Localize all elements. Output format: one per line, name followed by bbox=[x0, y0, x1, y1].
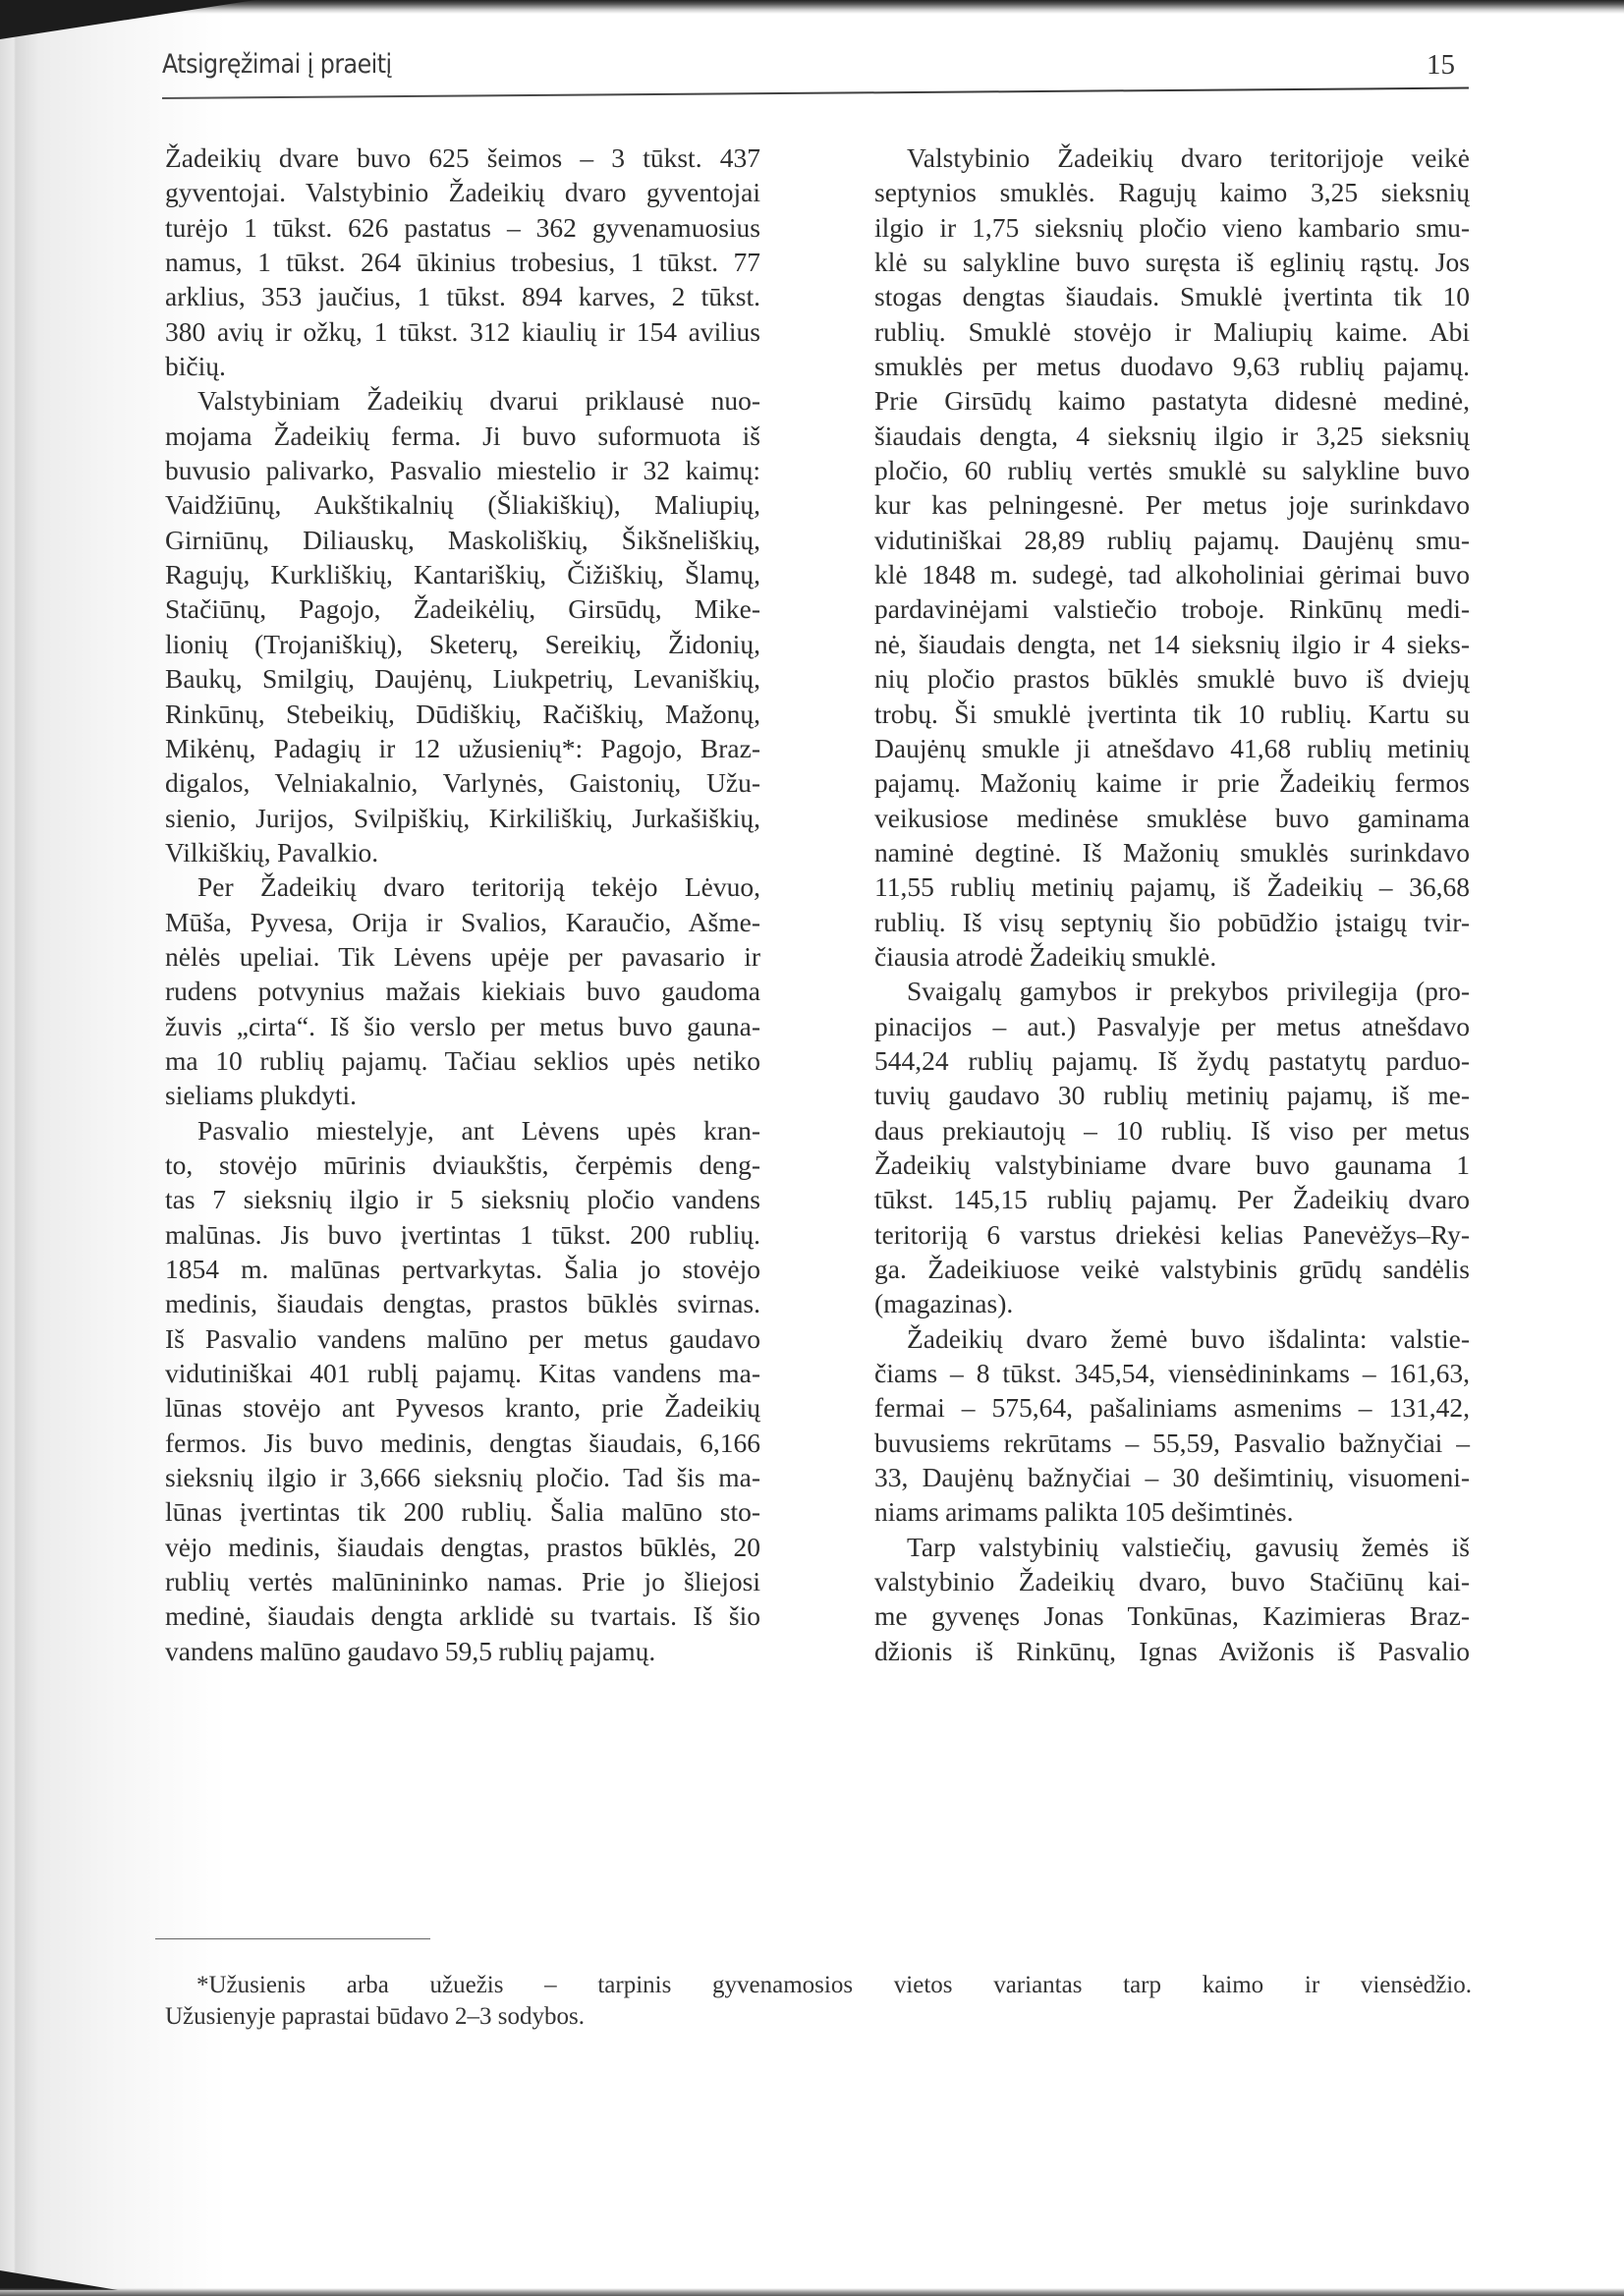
text-line: rublių. Iš visų septynių šio pobūdžio įstaigų tvir- bbox=[874, 906, 1470, 937]
text-line: Pasvalio miestelyje, ant Lėvens upės kran- bbox=[197, 1114, 760, 1146]
text-line: fermos. Jis buvo medinis, dengtas šiaudais, 6,166 bbox=[165, 1427, 760, 1458]
scan-corner-bottom bbox=[0, 2270, 118, 2290]
text-line: buvusiems rekrūtams – 55,59, Pasvalio bažnyčiai – bbox=[874, 1427, 1470, 1458]
text-line: vidutiniškai 28,89 rublių pajamų. Daujėnų smu- bbox=[874, 524, 1470, 555]
text-line: 1854 m. malūnas pertvarkytas. Šalia jo stovėjo bbox=[165, 1254, 760, 1284]
text-line: tuvių gaudavo 30 rublių metinių pajamų, iš me- bbox=[874, 1080, 1470, 1111]
text-line: rublių vertės malūnininko namas. Prie jo šliejosi bbox=[165, 1566, 760, 1597]
text-line: lūnas stovėjo ant Pyvesos kranto, prie Žadeikių bbox=[165, 1392, 760, 1424]
footnote bbox=[165, 1970, 1472, 2033]
text-line: pinacijos – aut.) Pasvalyje per metus atnešdavo bbox=[874, 1010, 1470, 1041]
text-line: medinė, šiaudais dengta arklidė su tvartais. Iš šio bbox=[165, 1600, 760, 1632]
text-line: ilgio ir 1,75 sieksnių pločio vieno kambario smu- bbox=[874, 211, 1470, 243]
text-line: lūnas įvertintas tik 200 rublių. Šalia malūno sto- bbox=[165, 1496, 760, 1528]
scan-corner-top bbox=[0, 0, 255, 39]
text-line: šiaudais dengta, 4 sieksnių ilgio ir 3,25 sieksnių bbox=[874, 420, 1470, 451]
text-line: teritoriją 6 varstus driekėsi kelias Panevėžys–Ry- bbox=[874, 1218, 1470, 1250]
text-line: Svaigalų gamybos ir prekybos privilegija (pro- bbox=[907, 976, 1470, 1007]
text-line: rudens potvynius mažais kiekiais buvo gaudoma bbox=[165, 976, 760, 1007]
text-line: klė 1848 m. sudegė, tad alkoholiniai gėrimai buvo bbox=[874, 559, 1470, 590]
text-line: daus prekiautojų – 10 rublių. Iš viso per metus bbox=[874, 1114, 1470, 1146]
text-line: turėjo 1 tūkst. 626 pastatus – 362 gyvenamuosius bbox=[165, 211, 760, 243]
text-line: 380 avių ir ožkų, 1 tūkst. 312 kiaulių ir 154 avilius bbox=[165, 315, 760, 347]
text-line: Ragujų, Kurkliškių, Kantariškių, Čižiškių, Šlamų, bbox=[165, 559, 760, 590]
text-line: Vilkiškių, Pavalkio. bbox=[165, 836, 379, 868]
text-line: naminė degtinė. Iš Mažonių smuklės surinkdavo bbox=[874, 836, 1470, 868]
text-line: smuklės per metus duodavo 9,63 rublių pajamų. bbox=[874, 351, 1470, 382]
text-line: me gyvenęs Jonas Tonkūnas, Kazimieras Braz- bbox=[874, 1600, 1470, 1632]
footnote-line: *Užusienis arba užuežis – tarpinis gyvenamosios vietos variantas tarp kaimo ir viensėdžio. bbox=[196, 1972, 1472, 1998]
text-line: vandens malūno gaudavo 59,5 rublių pajamų. bbox=[165, 1635, 656, 1666]
text-line: 544,24 rublių pajamų. Iš žydų pastatytų parduo- bbox=[874, 1044, 1470, 1076]
text-line: klė su salykline buvo suręsta iš eglinių rąstų. Jos bbox=[874, 247, 1470, 278]
text-line: bičių. bbox=[165, 351, 226, 382]
text-line: nėlės upeliai. Tik Lėvens upėje per pavasario ir bbox=[165, 940, 760, 972]
text-line: nių pločio prastos būklės smuklė buvo iš dviejų bbox=[874, 663, 1470, 695]
text-line: Vaidžiūnų, Aukštikalnių (Šliakiškių), Maliupių, bbox=[165, 489, 760, 521]
text-line: pločio, 60 rublių vertės smuklė su salykline buvo bbox=[874, 455, 1470, 486]
text-line: vidutiniškai 401 rublį pajamų. Kitas vandens ma- bbox=[165, 1358, 760, 1389]
text-line: Mikėnų, Padagių ir 12 užusienių*: Pagojo, Braz- bbox=[165, 732, 760, 763]
text-line: Girniūnų, Diliauskų, Maskoliškių, Šikšneliškių, bbox=[165, 524, 760, 555]
text-line: Baukų, Smilgių, Daujėnų, Liukpetrių, Levaniškių, bbox=[165, 663, 760, 695]
text-line: džionis iš Rinkūnų, Ignas Avižonis iš Pasvalio bbox=[874, 1635, 1470, 1666]
text-line: mojama Žadeikių ferma. Ji buvo suformuota iš bbox=[165, 420, 760, 451]
text-line: gyventojai. Valstybinio Žadeikių dvaro gyventojai bbox=[165, 177, 760, 208]
text-line: veikusiose medinėse smuklėse buvo gaminama bbox=[874, 802, 1470, 833]
text-line: 33, Daujėnų bažnyčiai – 30 dešimtinių, visuomeni- bbox=[874, 1462, 1470, 1493]
text-line: sieksnių ilgio ir 3,666 sieksnių pločio. Tad šis ma- bbox=[165, 1462, 760, 1493]
text-line: lionių (Trojaniškių), Sketerų, Sereikių, Židonių, bbox=[165, 628, 760, 659]
text-line: Prie Girsūdų kaimo pastatyta didesnė medinė, bbox=[874, 385, 1470, 417]
header-rule bbox=[162, 87, 1469, 99]
text-line: to, stovėjo mūrinis dviaukštis, čerpėmis deng- bbox=[165, 1148, 760, 1180]
text-line: Iš Pasvalio vandens malūno per metus gaudavo bbox=[165, 1322, 760, 1354]
text-line: vėjo medinis, šiaudais dengtas, prastos būklės, 20 bbox=[165, 1531, 760, 1562]
text-line: stogas dengtas šiaudais. Smuklė įvertinta tik 10 bbox=[874, 281, 1470, 312]
text-line: Stačiūnų, Pagojo, Žadeikėlių, Girsūdų, Mike- bbox=[165, 593, 760, 625]
text-line: Žadeikių dvaro žemė buvo išdalinta: valstie- bbox=[907, 1322, 1470, 1354]
text-line: čiausia atrodė Žadeikių smuklė. bbox=[874, 940, 1217, 972]
text-line: Per Žadeikių dvaro teritoriją tekėjo Lėvuo, bbox=[197, 871, 760, 903]
left-column bbox=[165, 140, 760, 1668]
text-line: pardavinėjami valstiečio troboje. Rinkūnų medi- bbox=[874, 593, 1470, 625]
right-column bbox=[874, 140, 1470, 1668]
text-line: Rinkūnų, Stebeikių, Dūdiškių, Račiškių, Mažonų, bbox=[165, 698, 760, 729]
text-line: Daujėnų smukle ji atnešdavo 41,68 rublių metinių bbox=[874, 732, 1470, 763]
text-line: Žadeikių valstybiniame dvare buvo gaunama 1 bbox=[874, 1148, 1470, 1180]
text-line: kur kas pelningesnė. Per metus joje surinkdavo bbox=[874, 489, 1470, 521]
text-line: buvusio palivarko, Pasvalio miestelio ir 32 kaimų: bbox=[165, 455, 760, 486]
text-line: Mūša, Pyvesa, Orija ir Svalios, Karaučio, Ašme- bbox=[165, 906, 760, 937]
text-line: namus, 1 tūkst. 264 ūkinius trobesius, 1 tūkst. 77 bbox=[165, 247, 760, 278]
footnote-separator bbox=[155, 1938, 430, 1939]
text-line: tūkst. 145,15 rublių pajamų. Per Žadeikių dvaro bbox=[874, 1184, 1470, 1215]
text-line: 11,55 rublių metinių pajamų, iš Žadeikių – 36,68 bbox=[874, 871, 1470, 903]
text-line: fermai – 575,64, pašaliniams asmenims – 131,42, bbox=[874, 1392, 1470, 1424]
running-title: Atsigręžimai į praeitį bbox=[162, 49, 392, 80]
text-line: žuvis „cirta“. Iš šio verslo per metus buvo gauna- bbox=[165, 1010, 760, 1041]
text-line: niams arimams palikta 105 dešimtinės. bbox=[874, 1496, 1294, 1528]
footnote-line: Užusienyje paprastai būdavo 2–3 sodybos. bbox=[165, 2003, 586, 2030]
text-line: ma 10 rublių pajamų. Tačiau seklios upės netiko bbox=[165, 1044, 760, 1076]
text-line: Valstybiniam Žadeikių dvarui priklausė nuo- bbox=[197, 385, 760, 417]
text-line: pajamų. Mažonių kaime ir prie Žadeikių fermos bbox=[874, 767, 1470, 799]
text-line: malūnas. Jis buvo įvertintas 1 tūkst. 200 rublių. bbox=[165, 1218, 760, 1250]
scan-edge-bottom bbox=[0, 2288, 1624, 2296]
text-line: tas 7 sieksnių ilgio ir 5 sieksnių pločio vandens bbox=[165, 1184, 760, 1215]
text-line: medinis, šiaudais dengtas, prastos būklės svirnas. bbox=[165, 1288, 760, 1319]
text-line: trobų. Ši smuklė įvertinta tik 10 rublių. Kartu su bbox=[874, 698, 1470, 729]
text-line: sienio, Jurijos, Svilpiškių, Kirkiliškių, Jurkašiškių, bbox=[165, 802, 760, 833]
text-line: septynios smuklės. Ragujų kaimo 3,25 sieksnių bbox=[874, 177, 1470, 208]
text-line: rublių. Smuklė stovėjo ir Maliupių kaime. Abi bbox=[874, 315, 1470, 347]
text-line: valstybinio Žadeikių dvaro, buvo Stačiūnų kai- bbox=[874, 1566, 1470, 1597]
text-line: sieliams plukdyti. bbox=[165, 1080, 358, 1111]
text-line: nė, šiaudais dengta, net 14 sieksnių ilgio ir 4 sieks- bbox=[874, 628, 1470, 659]
text-line: ga. Žadeikiuose veikė valstybinis grūdų sandėlis bbox=[874, 1254, 1470, 1284]
text-line: arklius, 353 jaučius, 1 tūkst. 894 karves, 2 tūkst. bbox=[165, 281, 760, 312]
text-line: digalos, Velniakalnio, Varlynės, Gaistonių, Užu- bbox=[165, 767, 760, 799]
text-line: Žadeikių dvare buvo 625 šeimos – 3 tūkst. 437 bbox=[165, 142, 760, 173]
text-line: (magazinas). bbox=[874, 1288, 1014, 1319]
text-line: Tarp valstybinių valstiečių, gavusių žemės iš bbox=[907, 1531, 1470, 1562]
text-line: čiams – 8 tūkst. 345,54, viensėdininkams – 161,63, bbox=[874, 1358, 1470, 1389]
page-number: 15 bbox=[1427, 49, 1455, 81]
text-line: Valstybinio Žadeikių dvaro teritorijoje veikė bbox=[907, 142, 1470, 173]
